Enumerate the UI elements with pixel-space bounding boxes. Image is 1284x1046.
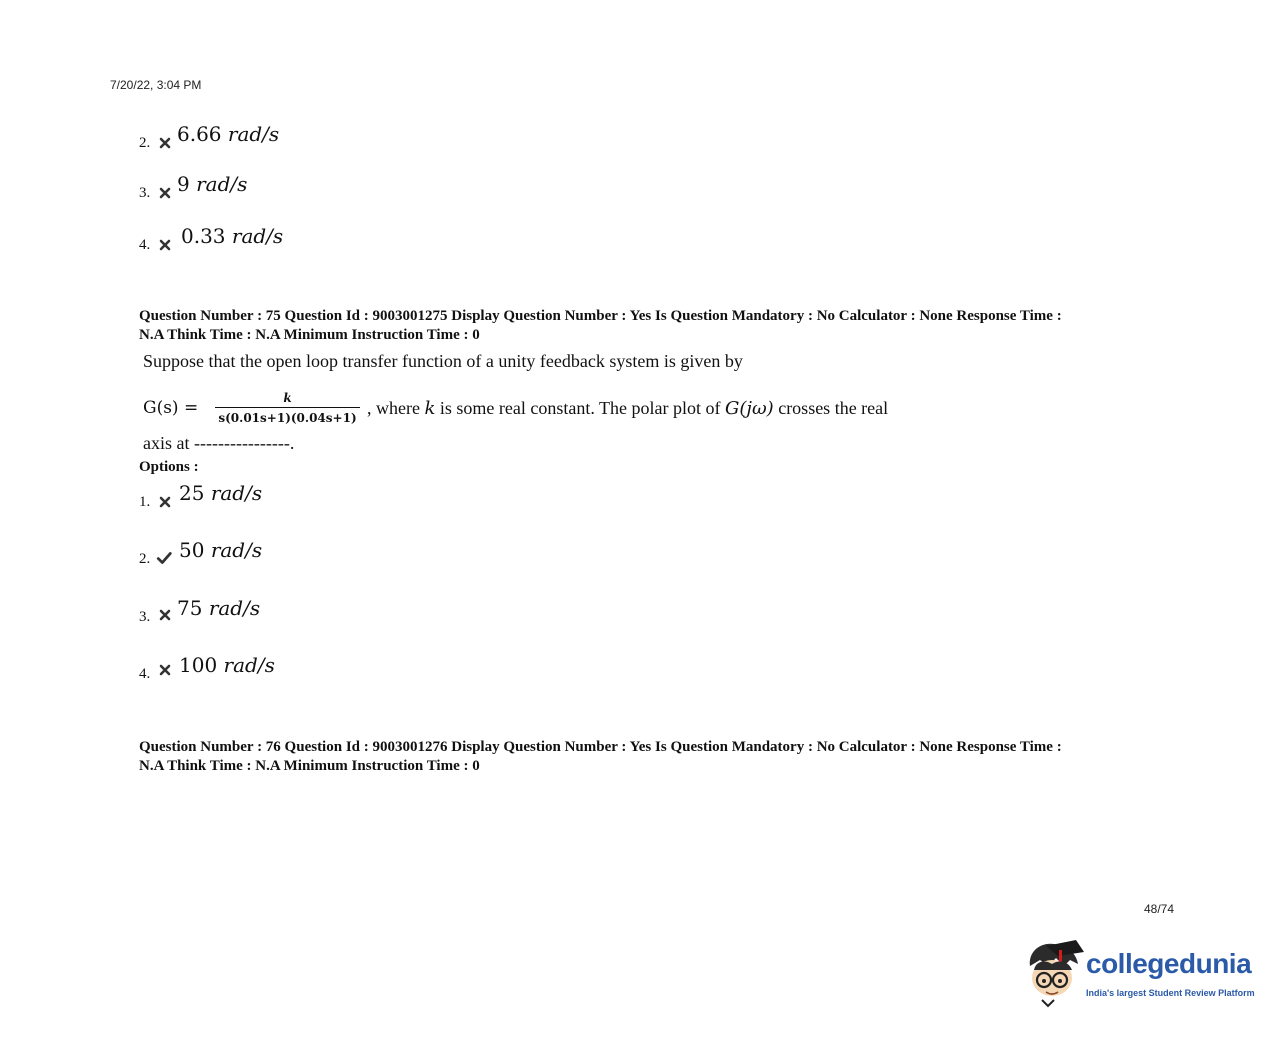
cross-icon [158,136,172,150]
check-icon [156,550,172,566]
options-label: Options : [139,459,199,475]
equation-fraction [215,390,360,426]
fraction-denominator: s(0.01s+1)(0.04s+1) [218,411,357,425]
option-number: 2. [139,551,151,567]
option-number: 3. [139,609,151,625]
question-75-text: Suppose that the open loop transfer function of a unity feedback system is given by [143,351,743,371]
option-value: 75 rad/s [177,596,261,620]
equation-continuation: , where k is some real constant. The polar plot of G(jω) crosses the real [367,398,889,419]
option-value: 25 rad/s [179,481,263,505]
cross-icon [158,608,172,622]
option-number: 3. [139,185,151,201]
print-timestamp: 7/20/22, 3:04 PM [110,78,202,92]
collegedunia-logo [1024,938,1254,1010]
cross-icon [158,186,172,200]
fraction-bar [215,407,360,408]
student-mascot-icon [1024,938,1086,1010]
logo-tagline: India's largest Student Review Platform [1086,988,1255,998]
cross-icon [158,238,172,252]
transfer-function-equation [143,390,1043,430]
logo-brand: collegedunia [1086,948,1252,979]
option-number: 4. [139,237,151,253]
cross-icon [158,663,172,677]
option-value: 50 rad/s [179,538,263,562]
question-76-meta: Question Number : 76 Question Id : 9003001276 Display Question Number : Yes Is Question Mandatory : No Calculator : None Response Time : N.A Think Time : N.A Minimum Instruction Time : 0 [139,739,1062,774]
option-number: 4. [139,666,151,682]
option-value: 6.66 rad/s [177,122,280,146]
option-value: 9 rad/s [177,172,248,196]
option-number: 2. [139,135,151,151]
fraction-numerator: k [283,391,292,405]
cross-icon [158,495,172,509]
option-value: 0.33 rad/s [181,224,284,248]
option-number: 1. [139,494,151,510]
page-number: 48/74 [1144,902,1175,916]
question-75-text-continued: axis at ----------------. [143,433,295,453]
option-value: 100 rad/s [179,653,275,677]
question-75-meta: Question Number : 75 Question Id : 9003001275 Display Question Number : Yes Is Question Mandatory : No Calculator : None Response Time : N.A Think Time : N.A Minimum Instruction Time : 0 [139,308,1062,343]
equation-lhs: G(s) = [143,398,199,418]
